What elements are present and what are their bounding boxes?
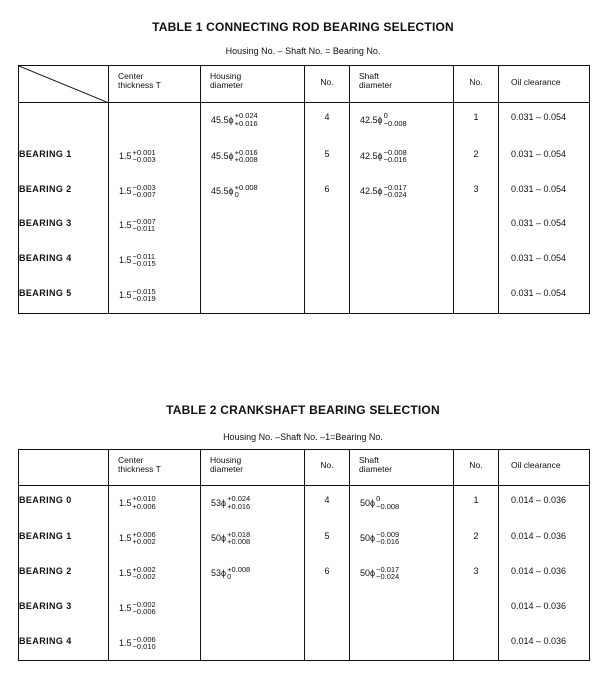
tolerance: [133, 531, 156, 546]
tolerance-lower: −0.019: [132, 294, 156, 303]
center-thickness-cell: [109, 244, 201, 279]
tolerance-upper: +0.006: [132, 529, 156, 539]
tolerance: [235, 184, 258, 199]
oil-clearance-cell: 0.031 – 0.054: [499, 209, 590, 244]
shaft-diameter-cell: [350, 175, 454, 209]
oil-clearance-cell: 0.014 – 0.036: [499, 557, 590, 592]
tolerance: [235, 112, 258, 127]
nominal-value: 45.5ϕ: [211, 114, 234, 125]
housing-diameter-cell: [201, 486, 305, 522]
center-thickness-cell: [109, 522, 201, 557]
shaft-no-cell: 2: [454, 140, 499, 175]
tolerance-lower: 0: [227, 572, 232, 581]
tolerance-upper: +0.010: [132, 494, 156, 503]
header-shaft-no: No.: [454, 66, 499, 103]
tolerance-upper: −0.008: [383, 147, 407, 157]
shaft-diameter-cell: [350, 140, 454, 175]
nominal-value: 1.5: [119, 255, 132, 265]
bearing-name: BEARING 4: [19, 252, 72, 263]
tolerance: [133, 184, 156, 199]
tolerance-upper: +0.024: [234, 111, 258, 120]
shaft-diameter-cell: [350, 244, 454, 279]
shaft-no-cell: [454, 627, 499, 661]
tolerance: [376, 531, 399, 546]
oil-clearance-cell: 0.031 – 0.054: [499, 175, 590, 209]
table1-title: TABLE 1 CONNECTING ROD BEARING SELECTION: [152, 20, 454, 34]
table2-subtitle: Housing No. –Shaft No. –1=Bearing No.: [223, 432, 383, 442]
shaft-diameter-cell: [350, 522, 454, 557]
center-thickness-cell: [109, 627, 201, 661]
shaft-no-cell: 1: [454, 486, 499, 522]
oil-clearance-cell: 0.031 – 0.054: [499, 244, 590, 279]
tolerance-lower: −0.007: [132, 190, 156, 199]
center-thickness-cell: [109, 592, 201, 627]
tolerance: [376, 566, 399, 581]
tolerance-upper: +0.018: [227, 529, 251, 539]
nominal-value: 1.5: [119, 220, 132, 230]
table-row: [19, 175, 590, 209]
tolerance: [227, 531, 250, 546]
nominal-value: 50ϕ: [360, 568, 376, 578]
tolerance-upper: 0: [376, 494, 381, 503]
nominal-value: 1.5: [119, 603, 132, 613]
nominal-value: 50ϕ: [360, 533, 376, 543]
center-thickness-cell: [109, 557, 201, 592]
tolerance-upper: −0.017: [376, 564, 400, 574]
header-housing-no: No.: [305, 450, 350, 486]
tolerance: [133, 288, 156, 303]
tolerance-upper: −0.007: [132, 216, 156, 226]
nominal-value: 1.5: [119, 638, 132, 648]
center-thickness-cell: [109, 103, 201, 140]
shaft-diameter-cell: [350, 209, 454, 244]
tolerance-lower: −0.015: [132, 259, 156, 268]
tolerance-lower: −0.008: [383, 118, 407, 128]
tolerance-upper: −0.017: [383, 182, 407, 192]
header-housing-diameter: Housing diameter: [201, 66, 305, 103]
housing-no-cell: [305, 209, 350, 244]
nominal-value: 53ϕ: [211, 568, 227, 578]
nominal-value: 1.5: [119, 186, 132, 196]
shaft-diameter-cell: [350, 592, 454, 627]
bearing-name: BEARING 5: [19, 287, 72, 298]
center-thickness-cell: [109, 209, 201, 244]
housing-diameter-cell: [201, 175, 305, 209]
housing-no-cell: [305, 244, 350, 279]
nominal-value: 1.5: [119, 151, 132, 161]
oil-clearance-cell: 0.014 – 0.036: [499, 522, 590, 557]
tolerance: [376, 495, 399, 510]
center-thickness-cell: [109, 140, 201, 175]
tolerance: [384, 184, 407, 199]
shaft-diameter-cell: [350, 557, 454, 592]
center-thickness-cell: [109, 175, 201, 209]
nominal-value: 42.5ϕ: [360, 186, 383, 196]
bearing-name: BEARING 1: [19, 148, 72, 159]
table1-subtitle: Housing No. – Shaft No. = Bearing No.: [225, 46, 381, 56]
tolerance-upper: +0.016: [234, 147, 258, 157]
shaft-no-cell: 3: [454, 557, 499, 592]
nominal-value: 42.5ϕ: [360, 151, 383, 161]
oil-clearance-cell: 0.014 – 0.036: [499, 486, 590, 522]
tolerance-lower: −0.006: [132, 607, 156, 616]
nominal-value: 50ϕ: [360, 497, 376, 508]
table-row: [19, 103, 590, 140]
bearing-name: BEARING 0: [19, 495, 72, 505]
nominal-value: 1.5: [119, 290, 132, 300]
tolerance-lower: −0.016: [383, 155, 407, 164]
shaft-diameter-cell: [350, 627, 454, 661]
center-thickness-cell: [109, 486, 201, 522]
tolerance-upper: 0: [383, 111, 388, 120]
table-row: [19, 209, 590, 244]
oil-clearance-cell: 0.031 – 0.054: [499, 279, 590, 314]
crankshaft-bearing-table: [18, 449, 590, 661]
shaft-diameter-cell: [350, 103, 454, 140]
table-row: [19, 244, 590, 279]
housing-no-cell: [305, 592, 350, 627]
tolerance: [227, 566, 250, 581]
tolerance-upper: −0.002: [132, 599, 156, 609]
housing-no-cell: [305, 627, 350, 661]
housing-diameter-cell: [201, 244, 305, 279]
housing-diameter-cell: [201, 557, 305, 592]
table-row: [19, 279, 590, 314]
bearing-name: BEARING 2: [19, 183, 72, 194]
housing-diameter-cell: [201, 592, 305, 627]
tolerance-lower: −0.024: [383, 190, 407, 199]
tolerance-lower: −0.010: [132, 642, 156, 651]
tolerance: [227, 495, 250, 510]
nominal-value: 45.5ϕ: [211, 186, 234, 196]
housing-no-cell: 4: [305, 103, 350, 140]
tolerance-lower: +0.002: [132, 537, 156, 546]
nominal-value: 42.5ϕ: [360, 114, 383, 125]
oil-clearance-cell: 0.014 – 0.036: [499, 592, 590, 627]
tolerance: [133, 495, 156, 510]
housing-diameter-cell: [201, 209, 305, 244]
header-shaft-diameter: Shaft diameter: [350, 66, 454, 103]
tolerance-upper: −0.006: [132, 634, 156, 644]
tolerance-lower: +0.006: [132, 501, 156, 511]
nominal-value: 45.5ϕ: [211, 151, 234, 161]
tolerance: [384, 112, 407, 127]
table-row: [19, 140, 590, 175]
tolerance-lower: +0.008: [234, 155, 258, 164]
tolerance-lower: +0.008: [227, 537, 251, 546]
tolerance-upper: +0.024: [227, 494, 251, 503]
housing-diameter-cell: [201, 140, 305, 175]
tolerance-upper: −0.003: [132, 182, 156, 192]
tolerance-upper: +0.008: [227, 564, 251, 574]
housing-no-cell: 5: [305, 522, 350, 557]
center-thickness-cell: [109, 279, 201, 314]
nominal-value: 1.5: [119, 533, 132, 543]
bearing-name: BEARING 2: [19, 565, 72, 576]
table-row: [19, 557, 590, 592]
tolerance-upper: −0.011: [132, 251, 156, 261]
shaft-no-cell: [454, 244, 499, 279]
housing-diameter-cell: [201, 522, 305, 557]
header-center-thickness: Center thickness T: [109, 450, 201, 486]
bearing-name: BEARING 4: [19, 635, 72, 646]
tolerance: [384, 149, 407, 164]
header-housing-diameter: Housing diameter: [201, 450, 305, 486]
tolerance: [133, 566, 156, 581]
header-empty-cell: [19, 450, 109, 486]
tolerance-lower: 0: [234, 190, 239, 199]
header-oil-clearance: Oil clearance: [499, 450, 590, 486]
bearing-name: BEARING 1: [19, 530, 72, 541]
tolerance: [133, 218, 156, 233]
tolerance-upper: +0.002: [132, 564, 156, 574]
shaft-diameter-cell: [350, 486, 454, 522]
tolerance: [235, 149, 258, 164]
nominal-value: 1.5: [119, 497, 132, 508]
header-oil-clearance: Oil clearance: [499, 66, 590, 103]
tolerance-lower: +0.016: [234, 118, 258, 128]
table-row: [19, 522, 590, 557]
oil-clearance-cell: 0.031 – 0.054: [499, 103, 590, 140]
table-row: [19, 627, 590, 661]
tolerance-lower: +0.016: [227, 501, 251, 511]
table-row: [19, 486, 590, 522]
header-shaft-diameter: Shaft diameter: [350, 450, 454, 486]
bearing-name: BEARING 3: [19, 600, 72, 611]
tolerance-lower: −0.011: [132, 224, 156, 233]
tolerance-upper: −0.009: [376, 529, 400, 539]
table-row: [19, 592, 590, 627]
bearing-name: BEARING 3: [19, 217, 72, 228]
nominal-value: 53ϕ: [211, 497, 227, 508]
shaft-no-cell: 1: [454, 103, 499, 140]
tolerance-lower: −0.024: [376, 572, 400, 581]
tolerance: [133, 601, 156, 616]
tolerance-lower: −0.008: [376, 501, 400, 511]
tolerance-lower: −0.016: [376, 537, 400, 546]
header-housing-no: No.: [305, 66, 350, 103]
tolerance-upper: +0.008: [234, 182, 258, 192]
table2-title: TABLE 2 CRANKSHAFT BEARING SELECTION: [166, 403, 440, 417]
housing-diameter-cell: [201, 103, 305, 140]
housing-no-cell: 6: [305, 557, 350, 592]
housing-no-cell: 4: [305, 486, 350, 522]
housing-diameter-cell: [201, 279, 305, 314]
connecting-rod-bearing-table: [18, 65, 590, 314]
shaft-no-cell: 3: [454, 175, 499, 209]
housing-diameter-cell: [201, 627, 305, 661]
housing-no-cell: 5: [305, 140, 350, 175]
bearing-name: [19, 103, 109, 140]
shaft-no-cell: [454, 209, 499, 244]
tolerance: [133, 149, 156, 164]
header-shaft-no: No.: [454, 450, 499, 486]
shaft-diameter-cell: [350, 279, 454, 314]
nominal-value: 1.5: [119, 568, 132, 578]
header-center-thickness: Center thickness T: [109, 66, 201, 103]
tolerance-lower: −0.003: [132, 155, 156, 164]
shaft-no-cell: [454, 592, 499, 627]
tolerance-upper: +0.001: [132, 147, 156, 157]
tolerance: [133, 636, 156, 651]
oil-clearance-cell: 0.014 – 0.036: [499, 627, 590, 661]
housing-no-cell: 6: [305, 175, 350, 209]
shaft-no-cell: 2: [454, 522, 499, 557]
oil-clearance-cell: 0.031 – 0.054: [499, 140, 590, 175]
tolerance-upper: −0.015: [132, 286, 156, 296]
header-diagonal-cell: [19, 66, 109, 103]
tolerance-lower: −0.002: [132, 572, 156, 581]
diagonal-line: [19, 66, 109, 103]
shaft-no-cell: [454, 279, 499, 314]
tolerance: [133, 253, 156, 268]
nominal-value: 50ϕ: [211, 533, 227, 543]
housing-no-cell: [305, 279, 350, 314]
